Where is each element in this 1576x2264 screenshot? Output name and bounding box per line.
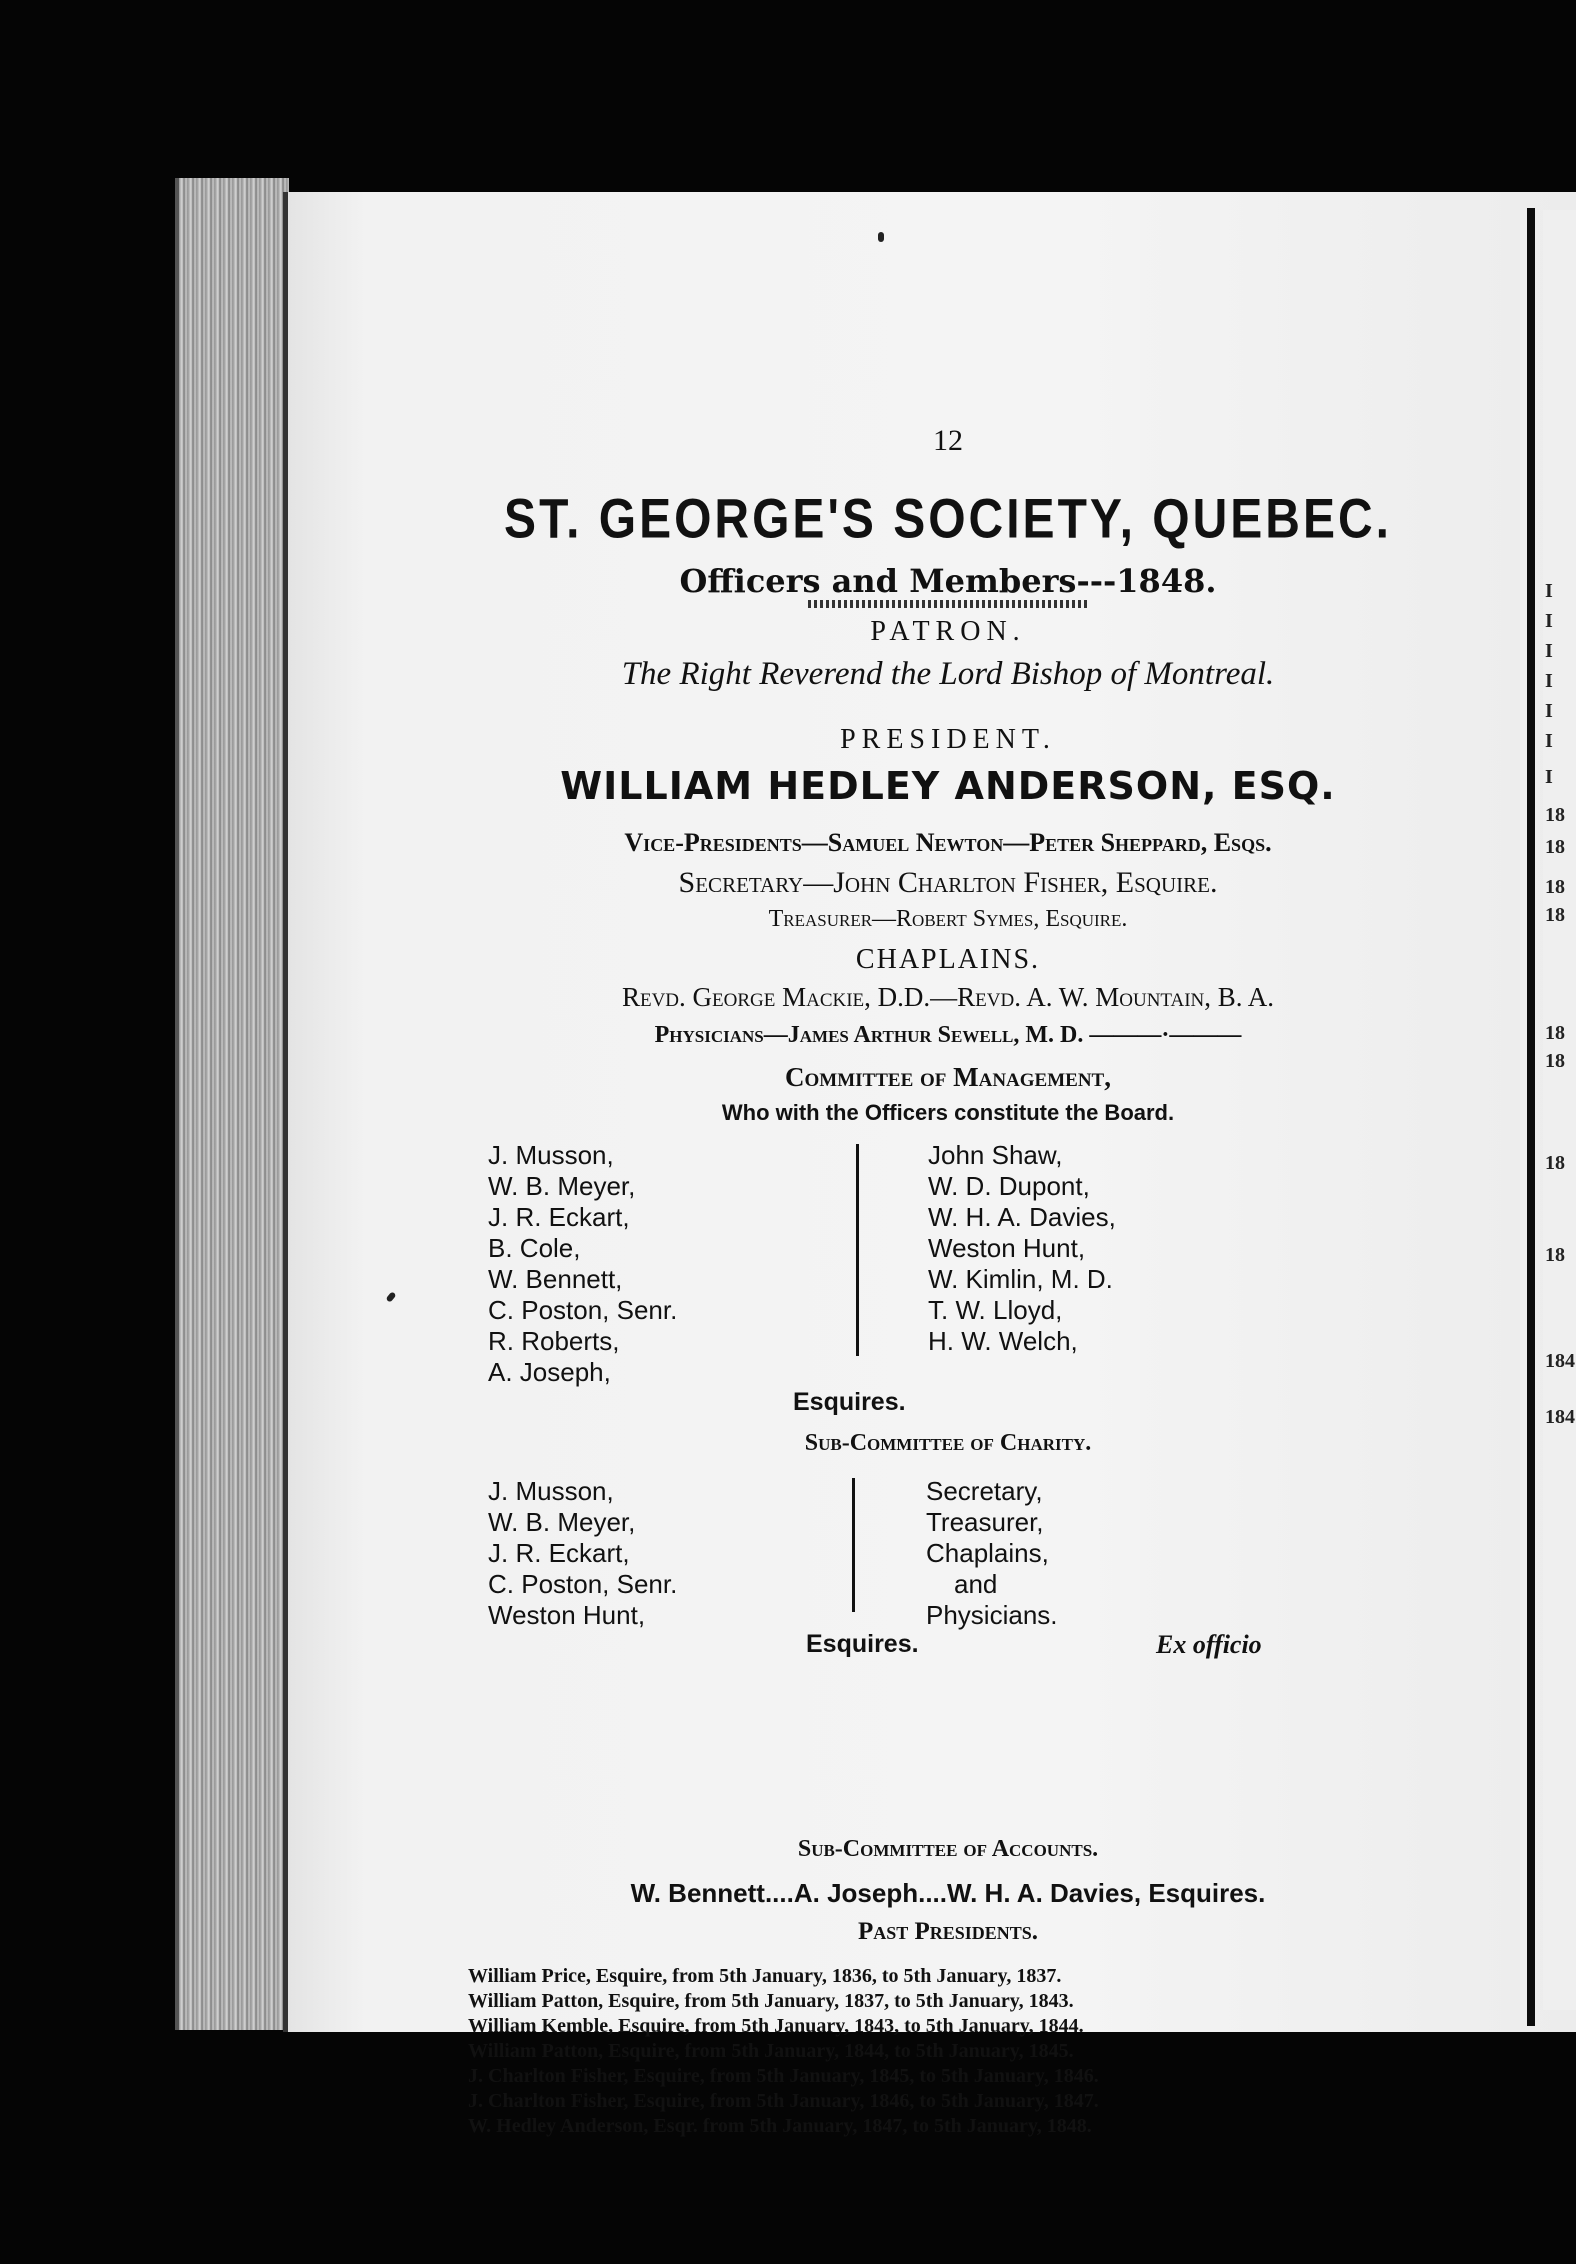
committee-member: A. Joseph, bbox=[488, 1357, 611, 1387]
past-president-entry: William Patton, Esquire, from 5th January, 1837, to 5th January, 1843. bbox=[468, 1990, 1074, 2012]
margin-fragment: 18 bbox=[1545, 1244, 1565, 1266]
page-subtitle: Officers and Members---1848. bbox=[458, 562, 1438, 608]
column-divider bbox=[856, 1144, 859, 1356]
ex-officio: Ex officio bbox=[1156, 1630, 1262, 1659]
committee-member: W. D. Dupont, bbox=[928, 1171, 1090, 1201]
past-president-entry: J. Charlton Fisher, Esquire, from 5th January, 1846, to 5th January, 1847. bbox=[468, 2090, 1099, 2112]
margin-fragment: 18 bbox=[1545, 1152, 1565, 1174]
margin-fragment: 18 bbox=[1545, 804, 1565, 826]
committee-esquires: Esquires. bbox=[793, 1388, 906, 1416]
committee-member: H. W. Welch, bbox=[928, 1326, 1078, 1356]
decorative-rule bbox=[808, 600, 1088, 608]
committee-member: Weston Hunt, bbox=[928, 1233, 1086, 1263]
charity-member: Secretary, bbox=[926, 1476, 1043, 1506]
page-title: ST. GEORGE'S SOCIETY, QUEBEC. bbox=[504, 489, 1392, 550]
book-scan bbox=[175, 170, 1576, 2137]
committee-member: T. W. Lloyd, bbox=[928, 1295, 1063, 1325]
margin-fragment: 184 bbox=[1545, 1350, 1575, 1372]
committee-member: W. Bennett, bbox=[488, 1264, 623, 1294]
margin-fragment: I bbox=[1545, 700, 1553, 722]
committee-member: J. R. Eckart, bbox=[488, 1202, 630, 1232]
charity-label: Sub-Committee of Charity. bbox=[804, 1430, 1092, 1456]
charity-member: J. R. Eckart, bbox=[488, 1538, 630, 1568]
charity-member: and bbox=[954, 1569, 998, 1599]
president-name: WILLIAM HEDLEY ANDERSON, ESQ. bbox=[560, 764, 1336, 808]
charity-left-column bbox=[488, 1476, 677, 1631]
past-presidents-list bbox=[468, 1964, 1428, 2139]
ink-speck bbox=[878, 232, 884, 242]
margin-fragment: 184 bbox=[1545, 1406, 1575, 1428]
committee-right-column bbox=[928, 1140, 1116, 1357]
committee-member: R. Roberts, bbox=[488, 1326, 620, 1356]
margin-fragment: I bbox=[1545, 580, 1553, 602]
charity-member: C. Poston, Senr. bbox=[488, 1569, 678, 1599]
margin-fragment: 18 bbox=[1545, 1050, 1565, 1072]
committee-member: W. H. A. Davies, bbox=[928, 1202, 1116, 1232]
charity-right-column bbox=[926, 1476, 1058, 1631]
past-presidents-label: Past Presidents. bbox=[857, 1918, 1039, 1945]
charity-member: J. Musson, bbox=[488, 1476, 614, 1506]
past-president-entry: William Patton, Esquire, from 5th January, 1844, to 5th January, 1845. bbox=[468, 2040, 1074, 2062]
ink-speck bbox=[385, 1291, 396, 1303]
committee-left-column bbox=[488, 1140, 677, 1388]
past-president-entry: W. Hedley Anderson, Esqr. from 5th January, 1847, to 5th January, 1848. bbox=[468, 2115, 1092, 2137]
left-page bbox=[283, 192, 1576, 2137]
book-gutter bbox=[1527, 208, 1535, 2026]
patron-name: The Right Reverend the Lord Bishop of Montreal. bbox=[621, 656, 1275, 692]
accounts-label: Sub-Committee of Accounts. bbox=[797, 1836, 1099, 1862]
patron-label: PATRON. bbox=[870, 616, 1026, 647]
charity-member: W. B. Meyer, bbox=[488, 1507, 636, 1537]
right-page-edge bbox=[1543, 210, 1576, 2010]
margin-fragment: 18 bbox=[1545, 1022, 1565, 1044]
past-president-entry: William Kemble, Esquire, from 5th January, 1843, to 5th January, 1844. bbox=[468, 2015, 1084, 2037]
column-divider bbox=[852, 1478, 855, 1612]
president-label: PRESIDENT. bbox=[840, 724, 1056, 755]
charity-esquires: Esquires. bbox=[806, 1630, 919, 1658]
page-edges bbox=[175, 178, 289, 2030]
margin-fragment: 18 bbox=[1545, 836, 1565, 858]
physicians: Physicians—James Arthur Sewell, M. D. ———·——— bbox=[654, 1022, 1242, 1048]
charity-member: Weston Hunt, bbox=[488, 1600, 646, 1630]
secretary: Secretary—John Charlton Fisher, Esquire. bbox=[678, 866, 1218, 899]
page-number: 12 bbox=[933, 424, 963, 457]
margin-fragment: 18 bbox=[1545, 876, 1565, 898]
charity-member: Treasurer, bbox=[926, 1507, 1044, 1537]
committee-member: W. Kimlin, M. D. bbox=[928, 1264, 1113, 1294]
committee-member: W. B. Meyer, bbox=[488, 1171, 636, 1201]
chaplains: Revd. George Mackie, D.D.—Revd. A. W. Mountain, B. A. bbox=[621, 982, 1275, 1012]
margin-fragment: I bbox=[1545, 730, 1553, 752]
committee-member: J. Musson, bbox=[488, 1140, 614, 1170]
charity-member: Physicians. bbox=[926, 1600, 1058, 1630]
committee-note: Who with the Officers constitute the Board. bbox=[721, 1100, 1175, 1125]
treasurer: Treasurer—Robert Symes, Esquire. bbox=[768, 906, 1128, 932]
committee-member: B. Cole, bbox=[488, 1233, 581, 1263]
vice-presidents: Vice-Presidents—Samuel Newton—Peter Sheppard, Esqs. bbox=[624, 828, 1272, 857]
margin-fragment: I bbox=[1545, 766, 1553, 788]
margin-fragment: I bbox=[1545, 640, 1553, 662]
committee-member: C. Poston, Senr. bbox=[488, 1295, 678, 1325]
committee-member: John Shaw, bbox=[928, 1140, 1063, 1170]
committee-label: Committee of Management, bbox=[785, 1062, 1111, 1092]
past-president-entry: J. Charlton Fisher, Esquire, from 5th January, 1845, to 5th January, 1846. bbox=[468, 2065, 1099, 2087]
margin-fragment: I bbox=[1545, 610, 1553, 632]
margin-fragment: I bbox=[1545, 670, 1553, 692]
accounts-members: W. Bennett....A. Joseph....W. H. A. Davies, Esquires. bbox=[630, 1878, 1266, 1908]
margin-fragment: 18 bbox=[1545, 904, 1565, 926]
charity-member: Chaplains, bbox=[926, 1538, 1049, 1568]
past-president-entry: William Price, Esquire, from 5th January, 1836, to 5th January, 1837. bbox=[468, 1965, 1062, 1987]
chaplains-label: CHAPLAINS. bbox=[855, 944, 1041, 975]
